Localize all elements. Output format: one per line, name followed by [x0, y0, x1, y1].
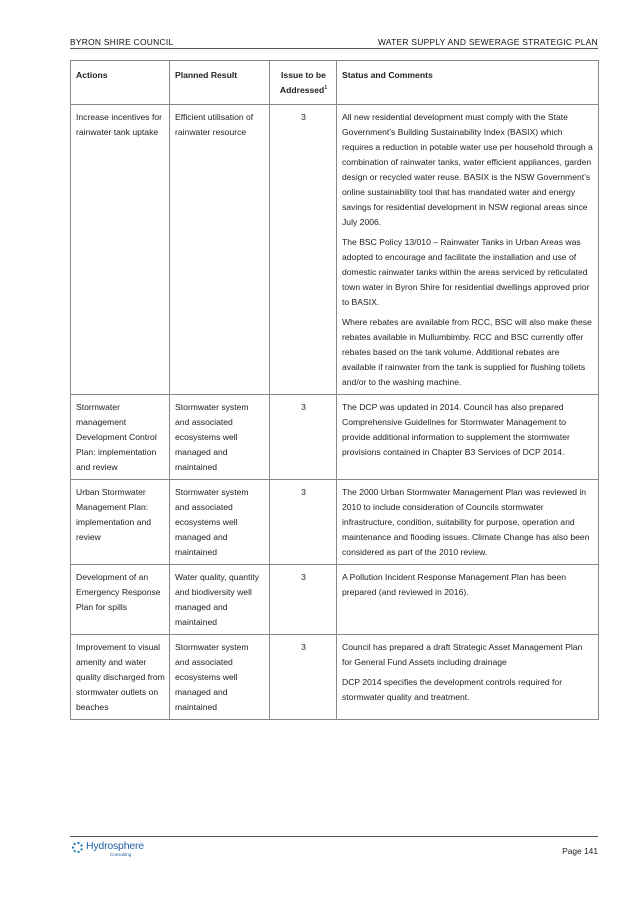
table-header-row [71, 61, 599, 105]
cell-issue: 3 [270, 565, 337, 635]
column-header-status: Status and Comments [337, 61, 599, 105]
footer-divider [70, 836, 598, 837]
table-row [71, 105, 599, 395]
cell-planned-result: Stormwater system and associated ecosystems well managed and maintained [170, 395, 270, 480]
page-number: Page 141 [562, 846, 598, 856]
status-paragraph: Where rebates are available from RCC, BSC will also make these rebates available in Mullumbimby. RCC and BSC currently offer rebates based on the tank volume. Additional rebates are available if rainwater from the tank is supplied for flushing toilets and/or to the washing machine. [342, 317, 592, 387]
cell-planned-result: Stormwater system and associated ecosystems well managed and maintained [170, 480, 270, 565]
table-row [71, 395, 599, 480]
logo-ring-icon [72, 842, 83, 853]
cell-status [337, 565, 599, 635]
column-header-actions: Actions [71, 61, 170, 105]
status-paragraph: Council has prepared a draft Strategic Asset Management Plan for General Fund Assets including drainage [342, 642, 583, 667]
table-row [71, 480, 599, 565]
cell-status [337, 480, 599, 565]
table-row [71, 635, 599, 720]
cell-issue: 3 [270, 105, 337, 395]
table-row [71, 565, 599, 635]
status-paragraph: The BSC Policy 13/010 – Rainwater Tanks in Urban Areas was adopted to encourage and facilitate the installation and use of domestic rainwater tanks within the areas serviced by reticulated town water in Byron Shire for residential dwellings approved prior to BASIX. [342, 237, 590, 307]
cell-action: Improvement to visual amenity and water quality discharged from stormwater outlets on beaches [71, 635, 170, 720]
actions-table [70, 60, 599, 720]
logo-subtitle: Consulting [110, 852, 132, 857]
cell-status [337, 105, 599, 395]
cell-planned-result: Water quality, quantity and biodiversity well managed and maintained [170, 565, 270, 635]
header-divider [70, 48, 598, 49]
cell-issue: 3 [270, 395, 337, 480]
status-paragraph: DCP 2014 specifies the development controls required for stormwater quality and treatment. [342, 677, 563, 702]
cell-action: Stormwater management Development Control Plan: implementation and review [71, 395, 170, 480]
status-paragraph: The 2000 Urban Stormwater Management Plan was reviewed in 2010 to include consideration of Councils stormwater infrastructure, condition, suitability for purpose, operation and maintenance and flooding issues. Climate Change has also been considered as part of the 2010 review. [342, 487, 590, 557]
cell-action: Increase incentives for rainwater tank uptake [71, 105, 170, 395]
cell-status [337, 635, 599, 720]
cell-action: Development of an Emergency Response Plan for spills [71, 565, 170, 635]
cell-planned-result: Efficient utilisation of rainwater resource [170, 105, 270, 395]
column-header-issue-text: Issue to be Addressed [279, 70, 326, 95]
cell-action: Urban Stormwater Management Plan: implementation and review [71, 480, 170, 565]
column-header-issue [270, 61, 337, 105]
status-paragraph: All new residential development must comply with the State Government’s Building Sustainability Index (BASIX) which requires a reduction in potable water use per household through a combination of rainwater tanks, water efficient appliances, garden design or recycled water reuse. BASIX is the NSW Government’s online sustainability tool that has mandated water and energy savings for residential development in NSW regional areas since July 2006. [342, 112, 593, 227]
header-document-title: WATER SUPPLY AND SEWERAGE STRATEGIC PLAN [377, 37, 598, 47]
cell-issue: 3 [270, 635, 337, 720]
cell-status [337, 395, 599, 480]
column-header-planned-result: Planned Result [170, 61, 270, 105]
footnote-marker: 1 [324, 85, 328, 92]
status-paragraph: A Pollution Incident Response Management Plan has been prepared (and reviewed in 2016). [342, 572, 567, 597]
status-paragraph: The DCP was updated in 2014. Council has also prepared Comprehensive Guidelines for Stormwater Management to provide additional information to supplement the stormwater provisions contained in Chapter B3 Services of DCP 2014. [342, 402, 570, 457]
logo-name: Hydrosphere [86, 840, 144, 852]
header-organisation: BYRON SHIRE COUNCIL [70, 37, 174, 47]
hydrosphere-logo [72, 840, 192, 860]
cell-planned-result: Stormwater system and associated ecosystems well managed and maintained [170, 635, 270, 720]
cell-issue: 3 [270, 480, 337, 565]
